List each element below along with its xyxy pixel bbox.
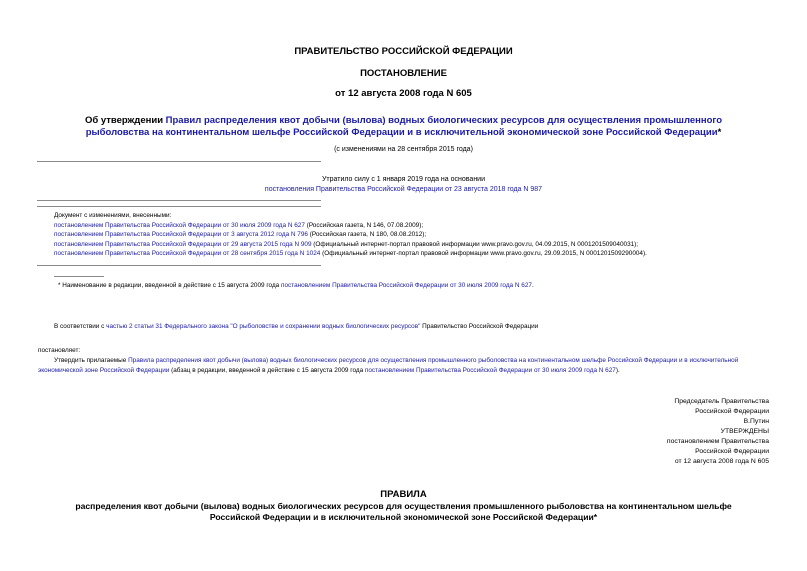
approved-by: постановлением Правительства [666, 438, 769, 445]
footnote-link[interactable]: постановлением Правительства Российской Федерации от 30 июля 2009 года N 627 [281, 282, 532, 289]
amendments-note: (с изменениями на 28 сентября 2015 года) [334, 146, 473, 153]
change-source-2: (Российская газета, N 180, 08.08.2012); [307, 231, 427, 238]
signature-block [667, 397, 769, 467]
list-item [54, 249, 794, 259]
basis-suffix: Правительство Российской Федерации [420, 323, 539, 330]
basis-paragraph [54, 322, 794, 332]
approve-middle: (абзац в редакции, введенной в действие с 15 августа 2009 года [169, 366, 365, 374]
footnote-end: . [531, 282, 534, 289]
list-item [54, 230, 794, 240]
changes-heading: Документ с изменениями, внесенными: [54, 212, 172, 219]
signature-country: Российской Федерации [695, 408, 769, 415]
doc-type-heading: ПОСТАНОВЛЕНИЕ [360, 68, 447, 79]
rules-title-line1: распределения квот добычи (вылова) водных биологических ресурсов для осуществления промышленного рыболовства на континентальном шельфе [75, 501, 732, 511]
approve-amend-link[interactable]: постановлением Правительства Российской Федерации от 30 июля 2009 года N 627 [364, 366, 616, 374]
footnote-text: * Наименование в редакции, введенной в действие с 15 августа 2009 года [58, 282, 282, 289]
list-item [54, 240, 794, 250]
expired-text: Утратило силу с 1 января 2019 года на основании [321, 176, 486, 183]
title-rules-link[interactable]: Правил распределения квот добычи (вылова) водных биологических ресурсов для осуществления промышленного рыболовства на континентальном шельфе Российской Федерации и в исключительной экономической зоне Российской Федерации [85, 115, 723, 138]
org-heading: ПРАВИТЕЛЬСТВО РОССИЙСКОЙ ФЕДЕРАЦИИ [294, 46, 513, 57]
change-link-1[interactable]: постановлением Правительства Российской Федерации от 30 июля 2009 года N 627 [54, 221, 305, 229]
signature-name: В.Путин [743, 418, 769, 425]
divider [37, 200, 321, 201]
document-title [70, 115, 737, 139]
approve-rules-link[interactable]: Правила распределения квот добычи (вылова) водных биологических ресурсов для осуществления промышленного рыболовства на континентальном шельфе Российской Федерации и в исключительной экономической зоне Российской Федерации [38, 357, 739, 374]
footnote-rule [54, 276, 104, 277]
change-link-4[interactable]: постановлением Правительства Российской Федерации от 28 сентября 2015 года N 1024 [54, 250, 321, 257]
approved-date: от 12 августа 2008 года N 605 [674, 458, 769, 465]
approved-country: Российской Федерации [695, 448, 769, 455]
list-item [54, 221, 794, 231]
change-source-3: (Официальный интернет-портал правовой информации www.pravo.gov.ru, 04.09.2015, N 0001201509040031); [311, 240, 639, 248]
change-link-3[interactable]: постановлением Правительства Российской Федерации от 29 августа 2015 года N 909 [54, 240, 312, 248]
change-source-4: (Официальный интернет-портал правовой информации www.pravo.gov.ru, 29.09.2015, N 0001201509290004). [320, 250, 647, 257]
doc-date-number: от 12 августа 2008 года N 605 [335, 88, 472, 99]
divider [37, 161, 321, 162]
law-link[interactable]: частью 2 статьи 31 Федерального закона "О рыболовстве и сохранении водных биологических ресурсов" [106, 323, 421, 330]
divider [37, 206, 321, 207]
title-suffix: * [717, 127, 722, 138]
footnote [58, 281, 798, 291]
divider [37, 265, 321, 266]
changes-block [54, 211, 794, 259]
approved-label: УТВЕРЖДЕНЫ [720, 428, 769, 435]
expired-link[interactable]: постановления Правительства Российской Федерации от 23 августа 2018 года N 987 [264, 186, 543, 193]
basis-prefix: В соответствии с [54, 323, 107, 330]
approve-paragraph [38, 356, 772, 375]
change-source-1: (Российская газета, N 146, 07.08.2009); [304, 221, 424, 229]
title-prefix: Об утверждении [84, 115, 166, 126]
approve-prefix: Утвердить прилагаемые [54, 357, 129, 364]
change-link-2[interactable]: постановлением Правительства Российской Федерации от 3 августа 2012 года N 796 [54, 231, 308, 238]
signature-position: Председатель Правительства [674, 398, 769, 405]
rules-title-line2: Российской Федерации и в исключительной экономической зоне Российской Федерации* [209, 512, 598, 522]
rules-heading: ПРАВИЛА [380, 489, 427, 500]
decree-word: постановляет: [38, 347, 81, 354]
approve-end: ). [615, 366, 620, 374]
